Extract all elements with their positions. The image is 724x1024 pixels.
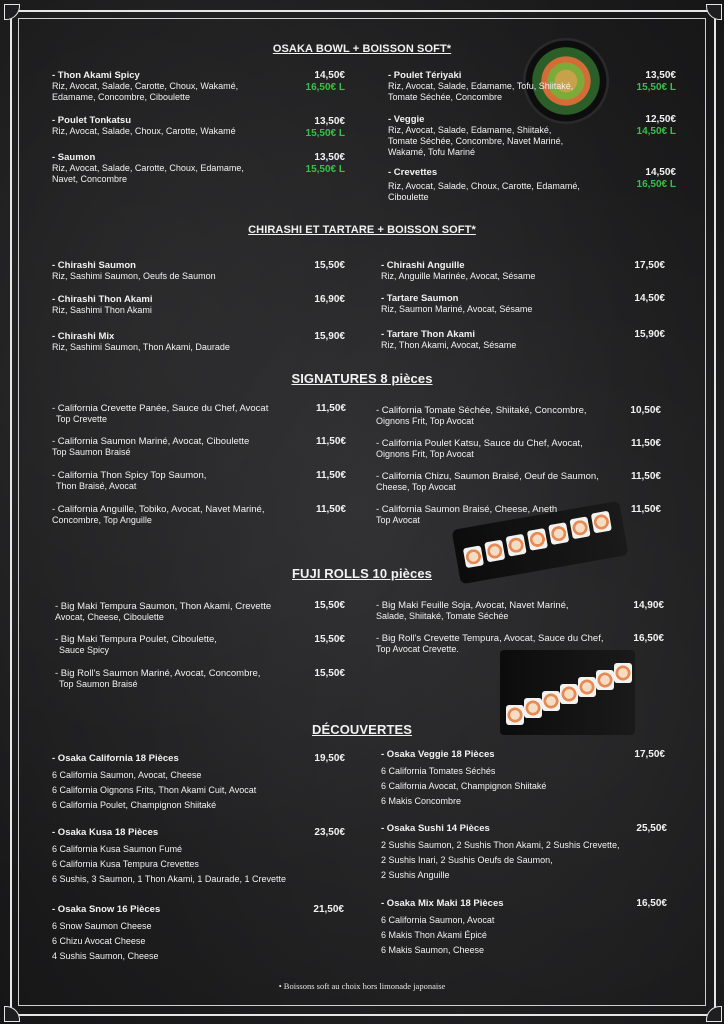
menu-item bbox=[381, 260, 611, 282]
menu-item bbox=[52, 115, 282, 137]
item-name: - Chirashi Anguille bbox=[381, 260, 465, 271]
menu-item bbox=[52, 753, 282, 813]
item-price: 25,50€ bbox=[636, 823, 667, 834]
price-large: 15,50€ L bbox=[636, 82, 676, 93]
section-title-chirashi: CHIRASHI ET TARTARE + BOISSON SOFT* bbox=[248, 224, 476, 236]
menu-item bbox=[52, 260, 282, 282]
price-large: 15,50€ L bbox=[305, 164, 345, 175]
menu-item bbox=[381, 898, 611, 958]
item-price: 11,50€ bbox=[315, 403, 346, 414]
menu-item bbox=[381, 823, 620, 883]
item-description: Riz, Sashimi Thon Akami bbox=[52, 305, 152, 315]
item-price bbox=[295, 70, 345, 94]
item-name: - Chirashi Mix bbox=[52, 331, 115, 342]
item-price: 15,50€ bbox=[314, 634, 345, 645]
item-name: - Saumon bbox=[52, 152, 96, 163]
menu-item bbox=[55, 601, 285, 623]
price-large: 14,50€ L bbox=[636, 126, 676, 137]
item-name: - Big Maki Tempura Poulet, Ciboulette, bbox=[55, 634, 217, 645]
item-price: 11,50€ bbox=[630, 438, 661, 449]
item-price: 16,90€ bbox=[314, 294, 345, 305]
item-price: 11,50€ bbox=[315, 436, 346, 447]
item-price: 11,50€ bbox=[630, 471, 661, 482]
item-description: Riz, Avocat, Salade, Carotte, Choux, Wakamé, Edamame, Concombre, Ciboulette bbox=[52, 81, 239, 102]
menu-item bbox=[376, 504, 606, 526]
item-price: 21,50€ bbox=[313, 904, 344, 915]
item-price: 16,50€ bbox=[633, 633, 664, 644]
item-lines: 6 California Saumon, Avocat 6 Makis Thon Akami Épicé 6 Makis Saumon, Cheese bbox=[381, 915, 495, 955]
item-name: - Osaka Kusa 18 Pièces bbox=[52, 827, 159, 838]
item-name: - Big Roll's Crevette Tempura, Avocat, Sauce du Chef, bbox=[376, 633, 604, 644]
item-price: 15,90€ bbox=[634, 329, 665, 340]
item-name: - Big Roll's Saumon Mariné, Avocat, Concombre, bbox=[55, 668, 261, 679]
menu-item bbox=[376, 405, 606, 427]
item-price bbox=[626, 70, 676, 94]
item-price: 14,90€ bbox=[633, 600, 664, 611]
item-price: 17,50€ bbox=[634, 749, 665, 760]
item-name: - Big Maki Feuille Soja, Avocat, Navet Mariné, bbox=[376, 600, 569, 611]
item-description: Sauce Spicy bbox=[59, 645, 110, 655]
menu-item bbox=[52, 904, 282, 964]
menu-item bbox=[388, 167, 618, 203]
item-name: - Big Maki Tempura Saumon, Thon Akami, Crevette bbox=[55, 601, 272, 612]
item-name: - Poulet Tonkatsu bbox=[52, 115, 131, 126]
price-large: 16,50€ L bbox=[305, 82, 345, 93]
section-title-signatures: SIGNATURES 8 pièces bbox=[291, 371, 433, 386]
menu-item bbox=[376, 633, 606, 655]
item-name: - California Tomate Séchée, Shiitaké, Concombre, bbox=[376, 405, 587, 416]
item-description: Riz, Avocat, Salade, Carotte, Choux, Edamame, Navet, Concombre bbox=[52, 163, 244, 184]
item-price: 16,50€ bbox=[636, 898, 667, 909]
item-name: - Tartare Thon Akami bbox=[381, 329, 475, 340]
item-price: 23,50€ bbox=[314, 827, 345, 838]
menu-item bbox=[55, 668, 285, 690]
item-lines: 6 California Tomates Séchés 6 California Avocat, Champignon Shiitaké 6 Makis Concombre bbox=[381, 766, 547, 806]
item-name: - Thon Akami Spicy bbox=[52, 70, 140, 81]
item-description: Riz, Avocat, Salade, Edamame, Tofu, Shiitaké, Tomate Séchée, Concombre bbox=[388, 81, 574, 102]
price-regular: 13,50€ bbox=[314, 116, 345, 127]
item-name: - Osaka Veggie 18 Pièces bbox=[381, 749, 495, 760]
item-name: - Chirashi Saumon bbox=[52, 260, 136, 271]
item-description: Riz, Avocat, Salade, Choux, Carotte, Wakamé bbox=[52, 126, 236, 136]
item-price: 15,50€ bbox=[314, 600, 345, 611]
item-price: 15,90€ bbox=[314, 331, 345, 342]
item-price bbox=[295, 152, 345, 176]
item-description: Top Saumon Braisé bbox=[52, 447, 131, 457]
menu-item bbox=[52, 504, 282, 526]
item-description: Riz, Saumon Mariné, Avocat, Sésame bbox=[381, 304, 533, 314]
item-price bbox=[626, 167, 676, 191]
item-lines: 2 Sushis Saumon, 2 Sushis Thon Akami, 2 Sushis Crevette, 2 Sushis Inari, 2 Sushis Oeufs de Saumon, 2 Sushis Anguille bbox=[381, 840, 620, 880]
item-name: - California Thon Spicy Top Saumon, bbox=[52, 470, 207, 481]
menu-item bbox=[55, 634, 285, 656]
item-description: Top Avocat Crevette. bbox=[376, 644, 459, 654]
item-name: - Osaka Snow 16 Pièces bbox=[52, 904, 161, 915]
item-price: 15,50€ bbox=[314, 668, 345, 679]
menu-item bbox=[388, 114, 618, 157]
section-title-decouvertes: DÉCOUVERTES bbox=[311, 722, 413, 737]
menu-item bbox=[376, 471, 606, 493]
item-lines: 6 Snow Saumon Cheese 6 Chizu Avocat Cheese 4 Sushis Saumon, Cheese bbox=[52, 921, 159, 961]
item-lines: 6 California Saumon, Avocat, Cheese 6 California Oignons Frits, Thon Akami Cuit, Avocat 6 California Poulet, Champignon Shiitaké bbox=[52, 770, 257, 810]
item-description: Top Crevette bbox=[56, 414, 108, 424]
section-title-bowl: OSAKA BOWL + BOISSON SOFT* bbox=[272, 43, 452, 55]
item-description: Riz, Anguille Marinée, Avocat, Sésame bbox=[381, 271, 536, 281]
item-name: - Osaka California 18 Pièces bbox=[52, 753, 179, 764]
menu-item bbox=[52, 403, 282, 425]
menu-item bbox=[52, 331, 282, 353]
item-price: 15,50€ bbox=[314, 260, 345, 271]
menu-item bbox=[388, 70, 618, 103]
item-description: Riz, Sashimi Saumon, Thon Akami, Daurade bbox=[52, 342, 230, 352]
menu-item bbox=[381, 329, 611, 351]
item-name: - Osaka Mix Maki 18 Pièces bbox=[381, 898, 504, 909]
item-name: - California Chizu, Saumon Braisé, Oeuf de Saumon, bbox=[376, 471, 599, 482]
item-name: - Osaka Sushi 14 Pièces bbox=[381, 823, 490, 834]
item-name: - California Saumon Braisé, Cheese, Aneth bbox=[376, 504, 558, 515]
menu-item bbox=[52, 294, 282, 316]
price-large: 16,50€ L bbox=[636, 179, 676, 190]
item-price: 17,50€ bbox=[634, 260, 665, 271]
item-price: 11,50€ bbox=[315, 504, 346, 515]
item-name: - California Crevette Panée, Sauce du Chef, Avocat bbox=[52, 403, 269, 414]
item-description: Salade, Shiitaké, Tomate Séchée bbox=[376, 611, 509, 621]
price-regular: 14,50€ bbox=[645, 167, 676, 178]
item-description: Riz, Sashimi Saumon, Oeufs de Saumon bbox=[52, 271, 216, 281]
price-regular: 12,50€ bbox=[645, 114, 676, 125]
menu-item bbox=[52, 827, 286, 887]
item-lines: 6 California Kusa Saumon Fumé 6 California Kusa Tempura Crevettes 6 Sushis, 3 Saumon, 1 Thon Akami, 1 Daurade, 1 Crevette bbox=[52, 844, 286, 884]
item-description: Riz, Thon Akami, Avocat, Sésame bbox=[381, 340, 517, 350]
item-name: - Tartare Saumon bbox=[381, 293, 459, 304]
menu-item bbox=[376, 600, 606, 622]
item-name: - Poulet Tériyaki bbox=[388, 70, 462, 81]
menu-item bbox=[52, 470, 282, 492]
item-name: - Crevettes bbox=[388, 167, 438, 178]
item-price: 10,50€ bbox=[630, 405, 661, 416]
menu-item bbox=[52, 70, 282, 103]
item-price: 14,50€ bbox=[634, 293, 665, 304]
menu-item bbox=[52, 436, 282, 458]
item-description: Oignons Frit, Top Avocat bbox=[376, 416, 474, 426]
item-price: 19,50€ bbox=[314, 753, 345, 764]
item-description: Avocat, Cheese, Ciboulette bbox=[55, 612, 164, 622]
menu-item bbox=[52, 152, 282, 185]
item-name: - California Saumon Mariné, Avocat, Ciboulette bbox=[52, 436, 250, 447]
item-description: Cheese, Top Avocat bbox=[376, 482, 456, 492]
item-description: Top Avocat bbox=[376, 515, 420, 525]
price-regular: 14,50€ bbox=[314, 70, 345, 81]
item-name: - California Poulet Katsu, Sauce du Chef, Avocat, bbox=[376, 438, 583, 449]
item-description: Concombre, Top Anguille bbox=[52, 515, 152, 525]
item-description: Riz, Avocat, Salade, Choux, Carotte, Edamamé, Ciboulette bbox=[388, 181, 580, 202]
item-name: - California Anguille, Tobiko, Avocat, Navet Mariné, bbox=[52, 504, 265, 515]
menu-item bbox=[381, 749, 611, 809]
item-name: - Chirashi Thon Akami bbox=[52, 294, 153, 305]
footnote: • Boissons soft au choix hors limonade japonaise bbox=[278, 981, 446, 991]
item-price bbox=[295, 116, 345, 140]
item-description: Thon Braisé, Avocat bbox=[56, 481, 137, 491]
item-price: 11,50€ bbox=[315, 470, 346, 481]
item-description: Oignons Frit, Top Avocat bbox=[376, 449, 474, 459]
item-description: Riz, Avocat, Salade, Edamame, Shiitaké, Tomate Séchée, Concombre, Navet Mariné, Wakamé, Tofu Mariné bbox=[388, 125, 564, 157]
item-price: 11,50€ bbox=[630, 504, 661, 515]
item-name: - Veggie bbox=[388, 114, 425, 125]
section-title-fuji: FUJI ROLLS 10 pièces bbox=[292, 566, 432, 581]
price-regular: 13,50€ bbox=[314, 152, 345, 163]
price-regular: 13,50€ bbox=[645, 70, 676, 81]
menu-item bbox=[381, 293, 611, 315]
item-description: Top Saumon Braisé bbox=[59, 679, 138, 689]
price-large: 15,50€ L bbox=[305, 128, 345, 139]
menu-item bbox=[376, 438, 606, 460]
item-price bbox=[626, 114, 676, 138]
